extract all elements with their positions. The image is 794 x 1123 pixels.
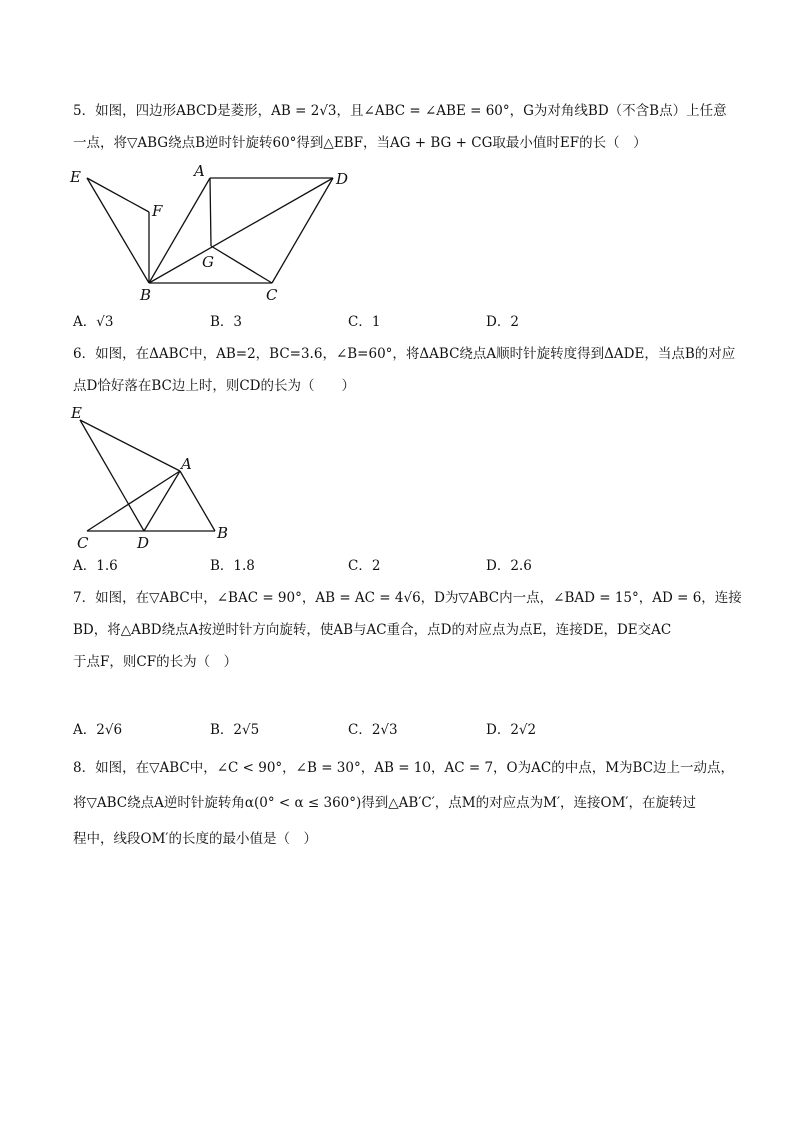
q6-label-D: D [137, 534, 150, 552]
q5-option-c[interactable]: C．1 [348, 314, 381, 330]
q6-option-c[interactable]: C．2 [348, 558, 381, 574]
q5-line-2: 一点，将▽ABG绕点B逆时针旋转60°得到△EBF，当AG + BG + CG取最小值时EF的长（ ） [73, 135, 647, 151]
q5-option-a[interactable]: A．√3 [73, 314, 114, 330]
q5-label-E: E [70, 168, 81, 186]
q6-line-1: 6．如图，在ΔABC中，AB=2，BC=3.6，∠B=60°，将ΔABC绕点A顺时针旋转度得到ΔADE，当点B的对应 [73, 346, 736, 362]
q7-line-2: BD，将△ABD绕点A按逆时针方向旋转，使AB与AC重合，点D的对应点为点E，连接DE，DE交AC [73, 622, 672, 638]
q8-line-1: 8．如图，在▽ABC中，∠C < 90°，∠B = 30°，AB = 10，AC = 7，O为AC的中点，M为BC边上一动点， [73, 760, 735, 776]
q5-label-G: G [202, 253, 214, 271]
q6-segment-AB [180, 471, 215, 531]
q5-label-C: C [266, 286, 278, 304]
q5-option-d[interactable]: D．2 [486, 314, 519, 330]
q5-line-1: 5．如图，四边形ABCD是菱形，AB = 2√3，且∠ABC = ∠ABE = 60°，G为对角线BD（不含B点）上任意 [73, 103, 727, 119]
q6-line-2: 点D恰好落在BC边上时，则CD的长为（ ） [73, 378, 355, 394]
q8-line-3: 程中，线段OM′的长度的最小值是（ ） [73, 831, 317, 847]
q5-label-A: A [194, 162, 205, 180]
q6-option-a[interactable]: A．1.6 [73, 558, 118, 574]
q7-option-d[interactable]: D．2√2 [486, 722, 537, 738]
q6-label-A: A [181, 455, 192, 473]
q6-label-C: C [77, 534, 89, 552]
q5-label-B: B [140, 286, 152, 304]
q6-label-B: B [217, 524, 229, 542]
q7-option-b[interactable]: B．2√5 [210, 722, 260, 738]
q5-label-F: F [152, 202, 163, 220]
q7-option-c[interactable]: C．2√3 [348, 722, 398, 738]
q6-segment-CA [87, 471, 180, 531]
q6-label-E: E [71, 404, 82, 422]
q5-option-b[interactable]: B．3 [210, 314, 243, 330]
q6-option-d[interactable]: D．2.6 [486, 558, 532, 574]
q6-segment-DA [144, 471, 180, 531]
q7-option-a[interactable]: A．2√6 [73, 722, 123, 738]
q6-option-b[interactable]: B．1.8 [210, 558, 255, 574]
q7-line-3: 于点F，则CF的长为（ ） [73, 654, 238, 670]
q5-label-D: D [336, 170, 349, 188]
q7-line-1: 7．如图，在▽ABC中，∠BAC = 90°，AB = AC = 4√6，D为▽ABC内一点，∠BAD = 15°，AD = 6，连接 [73, 590, 742, 606]
q8-line-2: 将▽ABC绕点A逆时针旋转角α(0° < α ≤ 360°)得到△AB′C′，点M的对应点为M′，连接OM′，在旋转过 [73, 795, 696, 811]
